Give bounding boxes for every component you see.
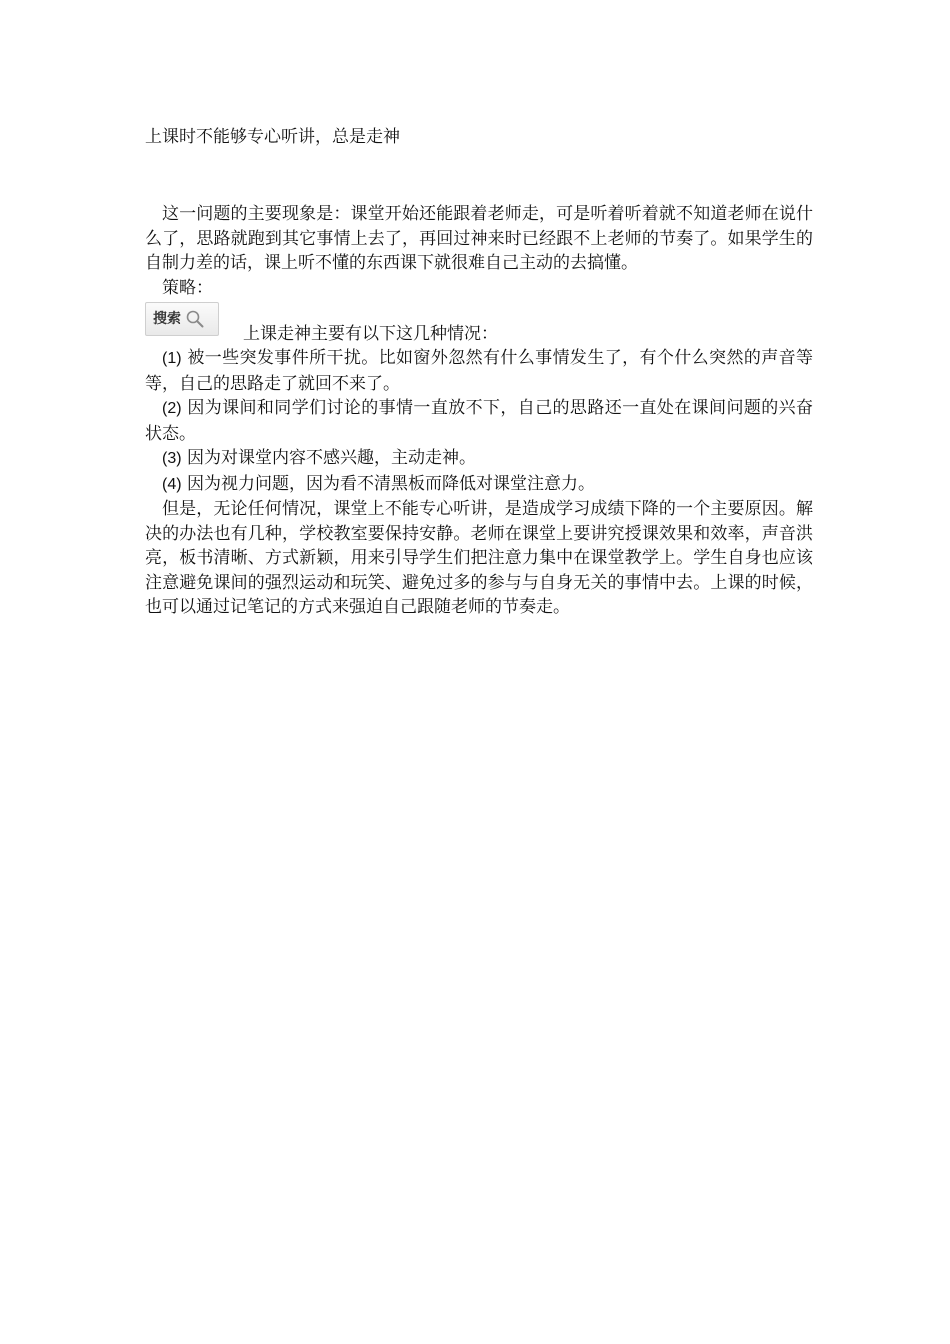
magnifier-icon	[185, 309, 205, 329]
list-item-number: (2)	[162, 400, 182, 417]
search-button[interactable]	[145, 302, 219, 336]
list-item-number: (1)	[162, 350, 182, 367]
list-item	[145, 446, 813, 472]
document-title: 上课时不能够专心听讲，总是走神	[145, 127, 400, 147]
list-item-text: 因为课间和同学们讨论的事情一直放不下，自己的思路还一直处在课间问题的兴奋状态。	[145, 398, 813, 444]
list-item	[145, 472, 813, 498]
list-item	[145, 396, 813, 446]
list-item-text: 因为对课堂内容不感兴趣，主动走神。	[186, 448, 476, 468]
lead-in-text: 上课走神主要有以下这几种情况：	[243, 324, 498, 344]
intro-paragraph: 这一问题的主要现象是：课堂开始还能跟着老师走，可是听着听着就不知道老师在说什么了，思路就跑到其它事情上去了，再回过神来时已经跟不上老师的节奏了。如果学生的自制力差的话，课上听不懂的东西课下就很难自己主动的去搞懂。	[145, 204, 813, 273]
document-body	[145, 202, 813, 620]
list-item	[145, 346, 813, 396]
list-item-number: (3)	[162, 450, 182, 467]
list-item-text: 因为视力问题，因为看不清黑板而降低对课堂注意力。	[186, 473, 595, 494]
strategy-label: 策略：	[162, 277, 213, 298]
conclusion-paragraph: 但是，无论任何情况，课堂上不能专心听讲，是造成学习成绩下降的一个主要原因。解决的办法也有几种，学校教室要保持安静。老师在课堂上要讲究授课效果和效率，声音洪亮，板书清晰、方式新颖，用来引导学生们把注意力集中在课堂教学上。学生自身也应该注意避免课间的强烈运动和玩笑、避免过多的参与与自身无关的事情中去。上课的时候，也可以通过记笔记的方式来强迫自己跟随老师的节奏走。	[145, 499, 813, 617]
search-row	[145, 302, 813, 346]
list-item-text: 被一些突发事件所干扰。比如窗外忽然有什么事情发生了，有个什么突然的声音等等，自己的思路走了就回不来了。	[145, 348, 813, 394]
list-item-number: (4)	[162, 475, 182, 493]
search-button-label: 搜索	[153, 310, 181, 327]
